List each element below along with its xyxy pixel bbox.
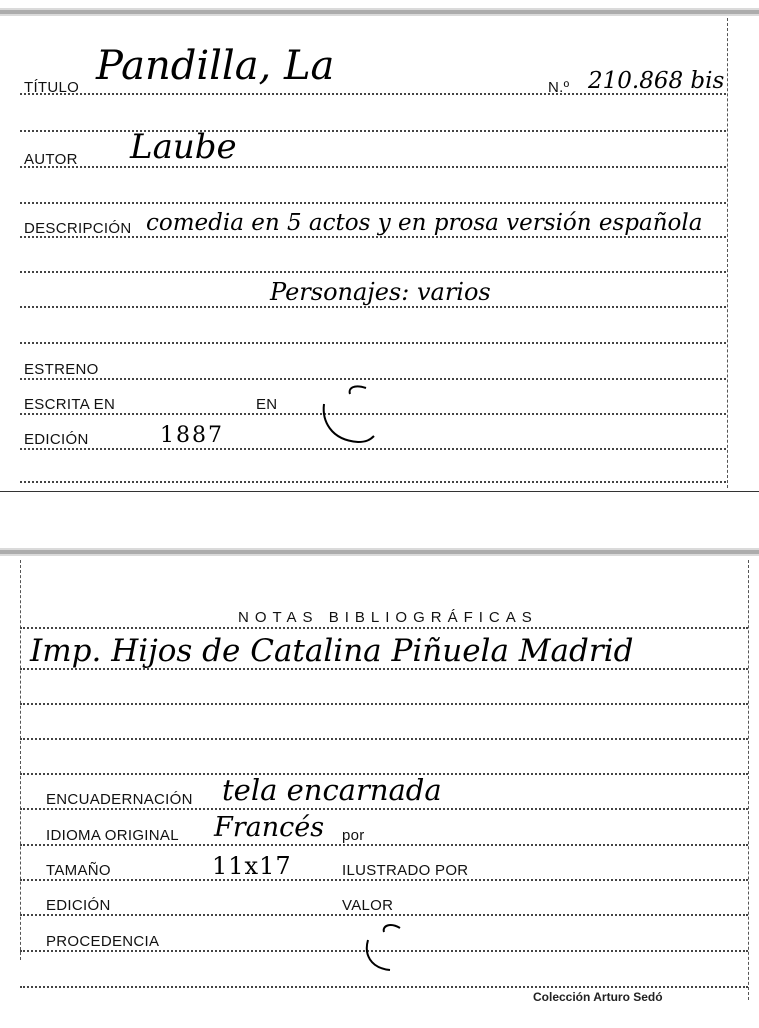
rule-encuadernacion (20, 808, 748, 810)
notas-heading: NOTAS BIBLIOGRÁFICAS (238, 609, 538, 626)
escrita-label: ESCRITA EN (24, 396, 116, 413)
rule (20, 986, 748, 988)
catalog-card-back (0, 540, 759, 1000)
rule (20, 481, 726, 483)
numero-label: N.º (548, 79, 570, 96)
rule-edicion (20, 914, 748, 916)
rule-estreno (20, 378, 726, 380)
encuadernacion-value: tela encarnada (222, 773, 442, 807)
ilustrado-label: ILUSTRADO POR (342, 862, 469, 879)
card-right-edge (727, 18, 728, 488)
rule (20, 627, 748, 629)
idioma-label: IDIOMA ORIGINAL (46, 827, 179, 844)
ink-stamp-mark (360, 922, 406, 974)
card-left-edge (20, 560, 21, 960)
rule (20, 306, 726, 308)
card-separator (0, 491, 759, 492)
estreno-label: ESTRENO (24, 361, 99, 378)
rule-edicion (20, 448, 726, 450)
idioma-value: Francés (214, 812, 325, 843)
descripcion-label: DESCRIPCIÓN (24, 220, 132, 237)
en-label: EN (256, 396, 278, 413)
titulo-value: Pandilla, La (96, 43, 335, 89)
rule (20, 202, 726, 204)
por-label: por (342, 827, 365, 844)
scan-noise-top (0, 542, 759, 560)
scan-noise-top (0, 2, 759, 20)
rule (20, 703, 748, 705)
rule (20, 271, 726, 273)
titulo-label: TÍTULO (24, 79, 80, 96)
valor-label: VALOR (342, 897, 394, 914)
autor-label: AUTOR (24, 151, 78, 168)
notas-value: Imp. Hijos de Catalina Piñuela Madrid (30, 633, 634, 669)
rule-autor (20, 166, 726, 168)
card-right-edge (748, 560, 749, 1000)
descripcion-value: comedia en 5 actos y en prosa versión española (146, 210, 703, 236)
tamano-label: TAMAÑO (46, 862, 111, 879)
procedencia-label: PROCEDENCIA (46, 933, 160, 950)
rule-idioma (20, 844, 748, 846)
edicion-label: EDICIÓN (46, 897, 111, 914)
tamano-value: 11x17 (212, 852, 292, 880)
rule-tamano (20, 879, 748, 881)
numero-value: 210.868 bis (588, 68, 725, 94)
edicion-label: EDICIÓN (24, 431, 89, 448)
ink-stamp-mark (318, 382, 380, 446)
rule (20, 342, 726, 344)
collection-footer: Colección Arturo Sedó (533, 990, 663, 1004)
encuadernacion-label: ENCUADERNACIÓN (46, 791, 193, 808)
rule (20, 130, 726, 132)
descripcion-value-2: Personajes: varios (270, 278, 491, 306)
edicion-value: 1887 (160, 423, 224, 448)
rule (20, 738, 748, 740)
autor-value: Laube (130, 127, 237, 167)
catalog-card-front (0, 0, 759, 490)
